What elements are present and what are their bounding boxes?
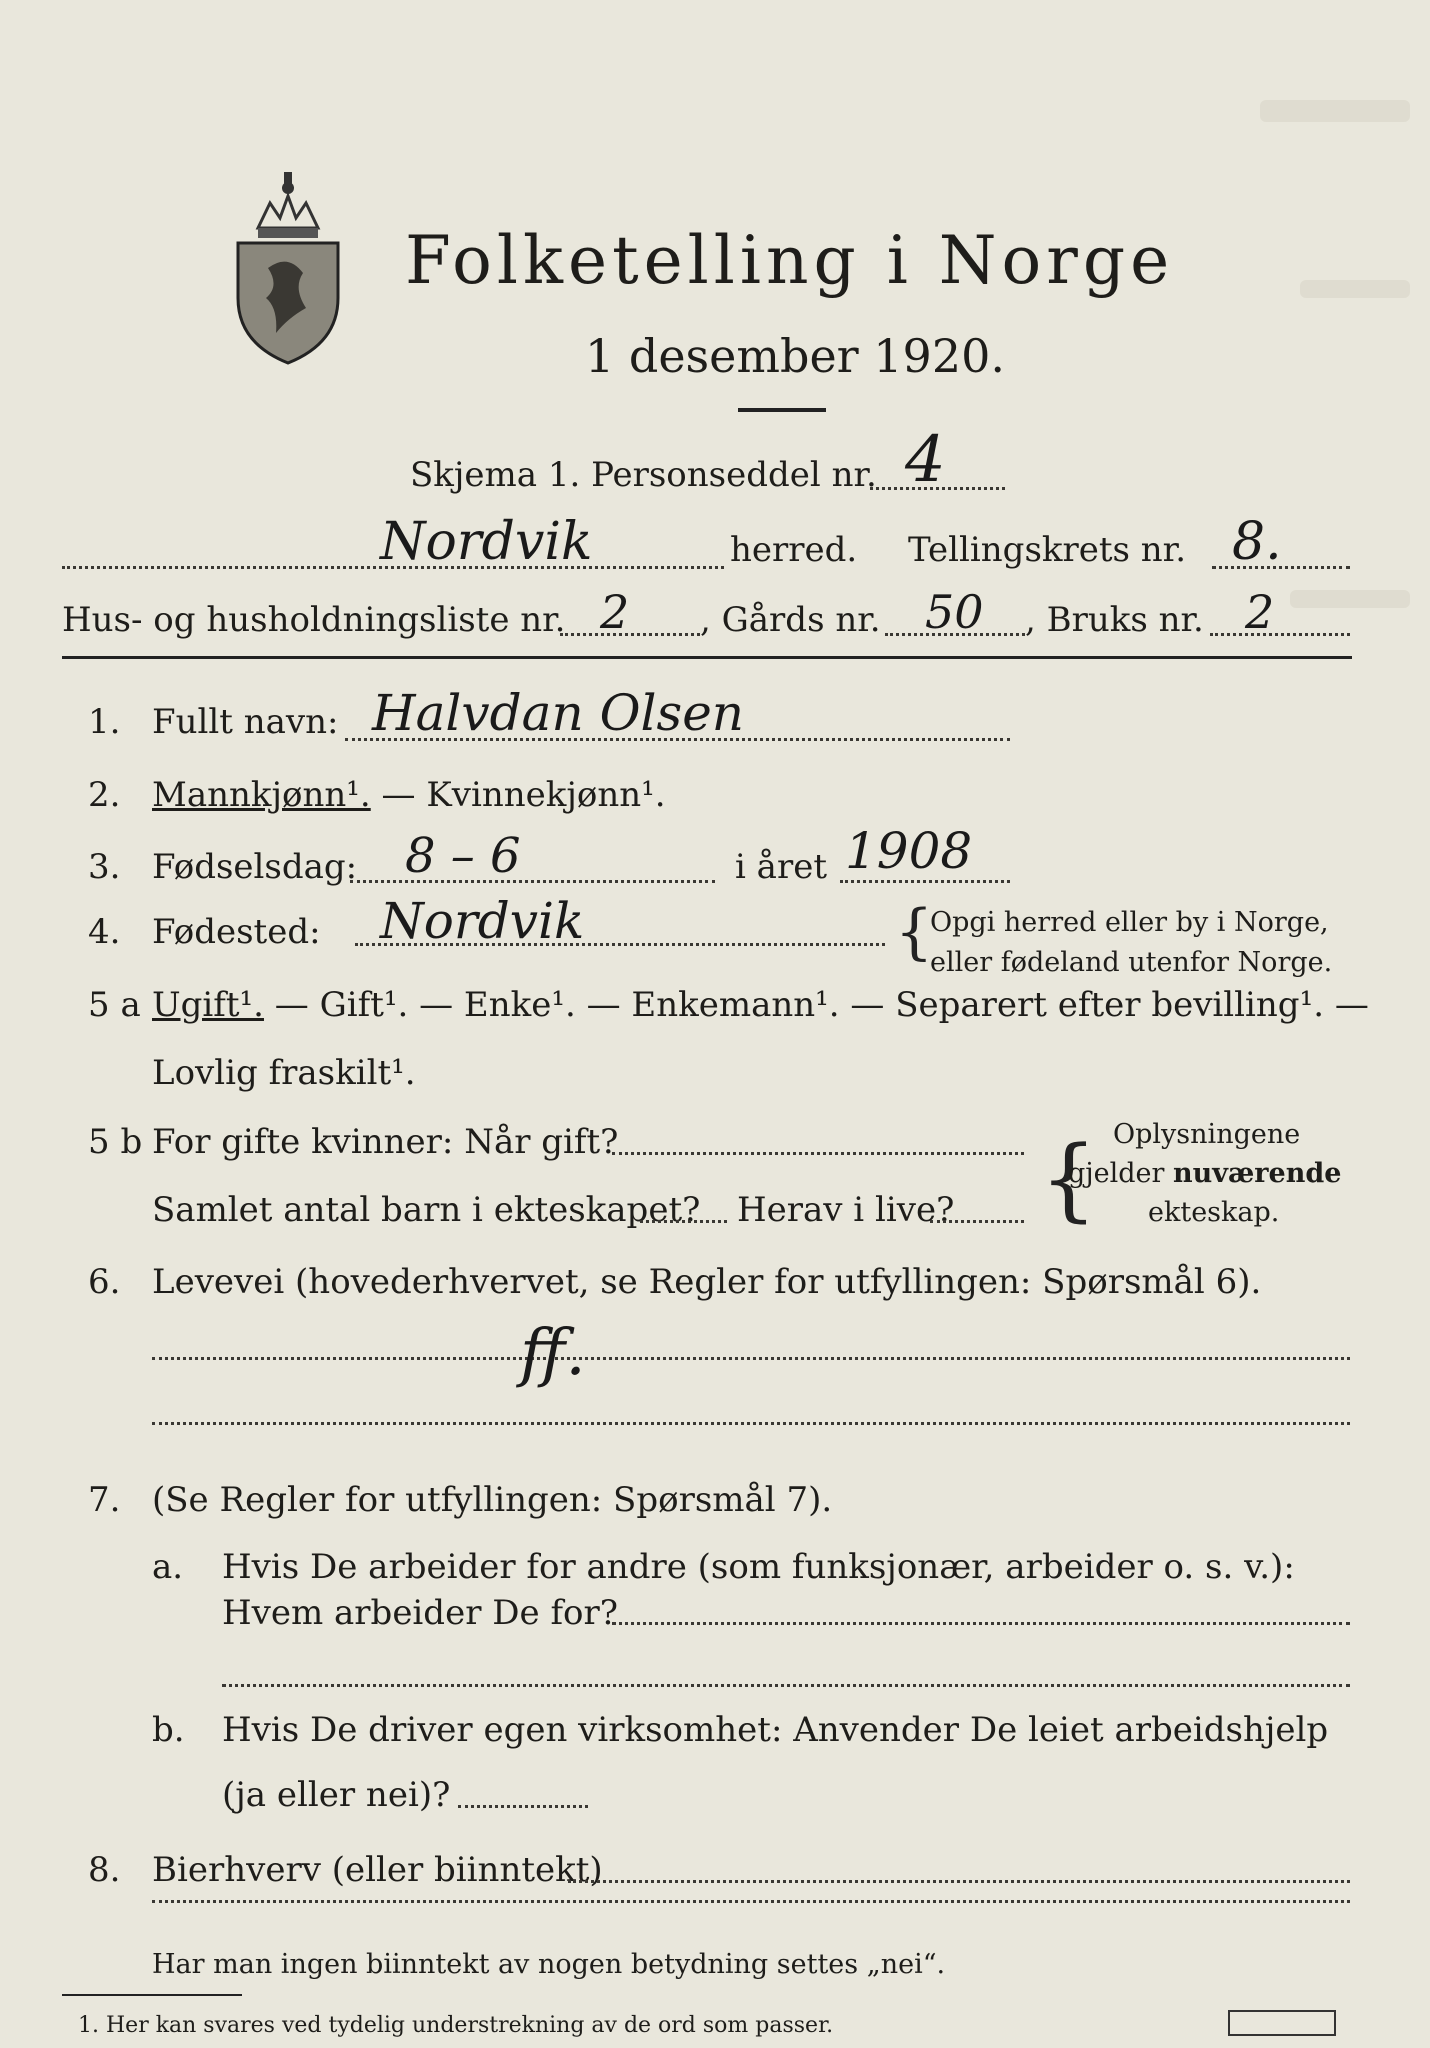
- show-through: [1260, 100, 1410, 122]
- q5a-number: 5 a: [88, 985, 141, 1025]
- census-date: 1 desember 1920.: [585, 329, 1005, 383]
- q5b-note-1: Oplysningene: [1113, 1119, 1301, 1150]
- herred-label: herred.: [730, 530, 858, 570]
- q6-number: 6.: [88, 1262, 121, 1302]
- occupation-field-2[interactable]: [152, 1422, 1350, 1425]
- bruks-value: 2: [1245, 585, 1275, 639]
- show-through: [1300, 280, 1410, 298]
- schema-label: Skjema 1. Personseddel nr.: [410, 455, 877, 495]
- birth-year-value: 1908: [845, 822, 973, 880]
- birthplace-note-2: eller fødeland utenfor Norge.: [930, 947, 1333, 978]
- q5b-label-children: Samlet antal barn i ekteskapet?: [152, 1190, 701, 1230]
- header-divider: [738, 408, 826, 412]
- gards-label: , Gårds nr.: [700, 600, 881, 640]
- q5b-label-married: For gifte kvinner: Når gift?: [152, 1122, 619, 1162]
- employer-field-2[interactable]: [222, 1684, 1350, 1687]
- q7a-letter: a.: [152, 1547, 184, 1587]
- hus-field[interactable]: [560, 633, 700, 636]
- show-through: [1290, 590, 1410, 608]
- q4-label: Fødested:: [152, 912, 321, 952]
- q3-number: 3.: [88, 847, 121, 887]
- q7a-line1: Hvis De arbeider for andre (som funksjonær, arbeider o. s. v.):: [222, 1547, 1295, 1587]
- marital-status-options[interactable]: [152, 985, 1369, 1025]
- unmarried-label: Ugift¹.: [152, 985, 264, 1025]
- q7b-line1: Hvis De driver egen virksomhet: Anvender De leiet arbeidshjelp: [222, 1710, 1329, 1750]
- q6-label: Levevei (hovederhvervet, se Regler for utfyllingen: Spørsmål 6).: [152, 1262, 1262, 1302]
- q7a-line2: Hvem arbeider De for?: [222, 1593, 618, 1633]
- divorced-option[interactable]: Lovlig fraskilt¹.: [152, 1053, 416, 1093]
- q5b-label-alive: Herav i live?: [737, 1190, 955, 1230]
- herred-value: Nordvik: [380, 512, 593, 572]
- tellingskrets-label: Tellingskrets nr.: [908, 530, 1187, 570]
- hired-help-field[interactable]: [458, 1805, 588, 1808]
- note-brace: {: [1040, 1127, 1098, 1232]
- bruks-label: , Bruks nr.: [1025, 600, 1204, 640]
- q2-number: 2.: [88, 775, 121, 815]
- q7b-letter: b.: [152, 1710, 185, 1750]
- q5b-note-2a: gjelder: [1068, 1158, 1174, 1189]
- side-income-field-2[interactable]: [152, 1900, 1350, 1903]
- footer-note: Har man ingen biinntekt av nogen betydning settes „nei“.: [152, 1949, 946, 1980]
- full-name-value: Halvdan Olsen: [372, 684, 744, 742]
- gender-separator: —: [370, 775, 427, 815]
- q8-number: 8.: [88, 1850, 121, 1890]
- page-title: Folketelling i Norge: [405, 222, 1175, 299]
- employer-field[interactable]: [612, 1622, 1350, 1625]
- hus-label: Hus- og husholdningsliste nr.: [62, 600, 566, 640]
- q8-label: Bierhverv (eller biinntekt): [152, 1850, 603, 1890]
- year-label: i året: [735, 847, 827, 887]
- q3-label: Fødselsdag:: [152, 847, 358, 887]
- q1-label: Fullt navn:: [152, 702, 339, 742]
- hus-value: 2: [600, 585, 630, 639]
- q5b-note-3: ekteskap.: [1148, 1197, 1280, 1228]
- gender-male-option[interactable]: [152, 775, 666, 815]
- children-count-field[interactable]: [640, 1220, 727, 1223]
- bruks-field[interactable]: [1210, 633, 1350, 636]
- tellingskrets-value: 8.: [1232, 512, 1282, 572]
- footnote-rule: [62, 1994, 242, 1996]
- q7b-line2: (ja eller nei)?: [222, 1775, 451, 1815]
- q5b-note-2b: nuværende: [1173, 1158, 1342, 1189]
- schema-number-value: 4: [905, 423, 946, 497]
- birthdate-value: 8 – 6: [405, 828, 521, 884]
- side-income-field[interactable]: [568, 1880, 1350, 1883]
- printer-stamp: [1228, 2010, 1336, 2036]
- q7-number: 7.: [88, 1480, 121, 1520]
- coat-of-arms-icon: [228, 158, 348, 368]
- gards-value: 50: [925, 585, 984, 639]
- note-brace: {: [895, 897, 934, 967]
- female-label: Kvinnekjønn¹.: [426, 775, 666, 815]
- children-alive-field[interactable]: [930, 1220, 1024, 1223]
- q4-number: 4.: [88, 912, 121, 952]
- birthplace-note-1: Opgi herred eller by i Norge,: [930, 907, 1329, 938]
- occupation-value: ff.: [520, 1316, 586, 1390]
- occupation-field[interactable]: [152, 1357, 1350, 1360]
- q1-number: 1.: [88, 702, 121, 742]
- birthplace-value: Nordvik: [380, 892, 585, 950]
- male-label: Mannkjønn¹.: [152, 775, 371, 815]
- q5b-number: 5 b: [88, 1122, 143, 1162]
- birth-year-field[interactable]: [840, 880, 1010, 883]
- q7-label: (Se Regler for utfyllingen: Spørsmål 7).: [152, 1480, 833, 1520]
- q5b-note-2: [1068, 1157, 1341, 1191]
- section-divider: [62, 656, 1352, 659]
- marriage-date-field[interactable]: [612, 1152, 1024, 1155]
- footnote: 1. Her kan svares ved tydelig understrekning av de ord som passer.: [78, 2013, 834, 2038]
- marital-other-options: — Gift¹. — Enke¹. — Enkemann¹. — Separert efter bevilling¹. —: [263, 985, 1369, 1025]
